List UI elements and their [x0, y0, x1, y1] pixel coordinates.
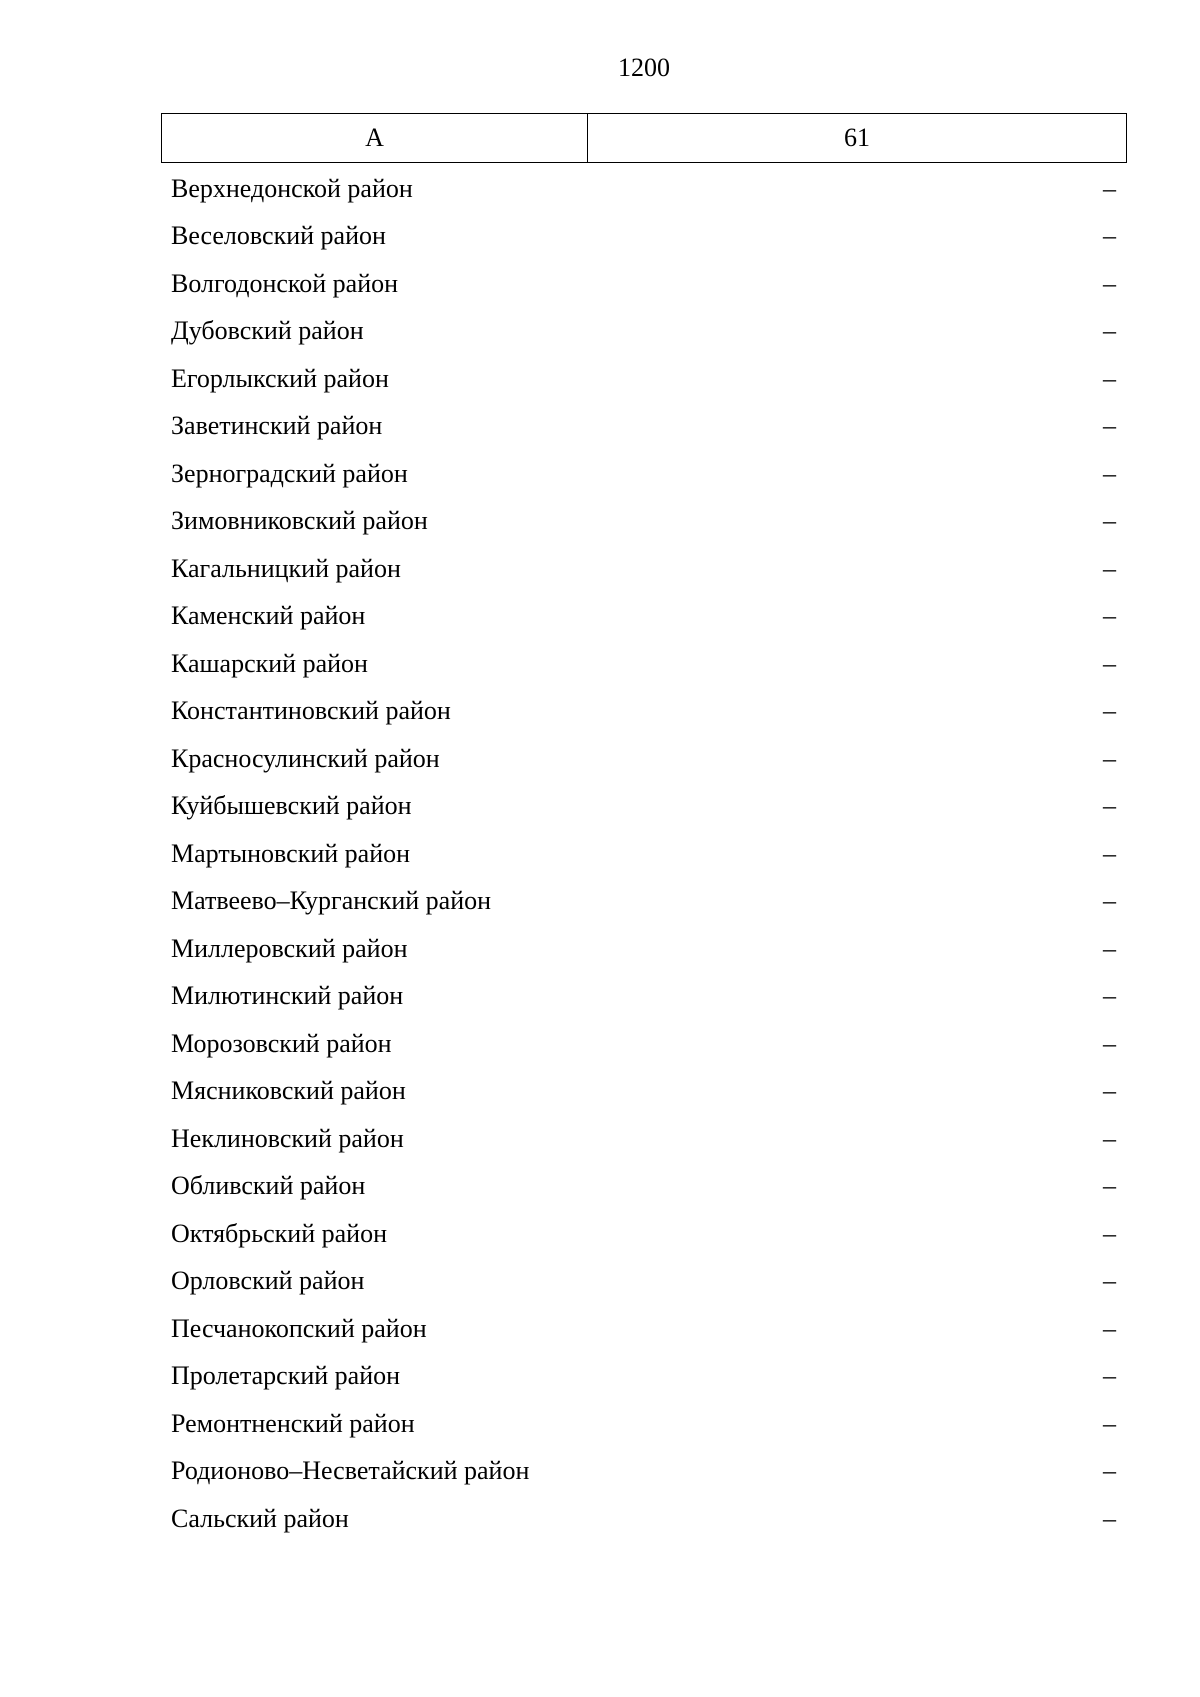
- row-name: Верхнедонской район: [171, 173, 413, 203]
- row-value: –: [1103, 1123, 1116, 1153]
- table-row: [171, 593, 1116, 641]
- row-name: Веселовский район: [171, 221, 386, 251]
- row-name: Егорлыкский район: [171, 363, 389, 393]
- row-name: Ремонтненский район: [171, 1408, 415, 1438]
- table-row: [171, 640, 1116, 688]
- table-row: [171, 1258, 1116, 1306]
- table-row: [171, 1448, 1116, 1496]
- table-row: [171, 1115, 1116, 1163]
- row-value: –: [1103, 268, 1116, 298]
- row-value: –: [1103, 1266, 1116, 1296]
- row-name: Зимовниковский район: [171, 506, 428, 536]
- table-row: [171, 545, 1116, 593]
- row-value: –: [1103, 1361, 1116, 1391]
- table-row: [171, 783, 1116, 831]
- row-name: Неклиновский район: [171, 1123, 404, 1153]
- table-row: [171, 1210, 1116, 1258]
- table-row: [171, 973, 1116, 1021]
- header-col-b: 61: [844, 123, 870, 152]
- row-value: –: [1103, 791, 1116, 821]
- table-row: [171, 830, 1116, 878]
- table-row: [171, 1163, 1116, 1211]
- row-name: Красносулинский район: [171, 743, 440, 773]
- table-row: [171, 878, 1116, 926]
- row-value: –: [1103, 981, 1116, 1011]
- table-row: [171, 1305, 1116, 1353]
- table-row: [171, 498, 1116, 546]
- row-value: –: [1103, 933, 1116, 963]
- table-row: [171, 450, 1116, 498]
- table-row: [171, 308, 1116, 356]
- table-row: [171, 355, 1116, 403]
- row-value: –: [1103, 1503, 1116, 1533]
- table-row: [171, 1353, 1116, 1401]
- row-value: –: [1103, 173, 1116, 203]
- row-name: Песчанокопский район: [171, 1313, 427, 1343]
- row-name: Зерноградский район: [171, 458, 408, 488]
- row-value: –: [1103, 1313, 1116, 1343]
- district-list: [171, 165, 1116, 1543]
- row-value: –: [1103, 1408, 1116, 1438]
- row-name: Кагальницкий район: [171, 553, 401, 583]
- row-name: Матвеево–Курганский район: [171, 886, 492, 916]
- row-value: –: [1103, 648, 1116, 678]
- row-name: Мартыновский район: [171, 838, 411, 868]
- row-name: Дубовский район: [171, 316, 364, 346]
- row-value: –: [1103, 601, 1116, 631]
- table-header: [161, 113, 1127, 163]
- row-value: –: [1103, 743, 1116, 773]
- table-row: [171, 165, 1116, 213]
- table-row: [171, 688, 1116, 736]
- page-number: 1200: [618, 53, 670, 82]
- table-row: [171, 1068, 1116, 1116]
- row-value: –: [1103, 221, 1116, 251]
- row-value: –: [1103, 458, 1116, 488]
- table-row: [171, 925, 1116, 973]
- row-value: –: [1103, 411, 1116, 441]
- row-name: Морозовский район: [171, 1028, 392, 1058]
- row-name: Родионово–Несветайский район: [171, 1456, 530, 1486]
- row-value: –: [1103, 553, 1116, 583]
- row-name: Обливский район: [171, 1171, 366, 1201]
- row-name: Миллеровский район: [171, 933, 408, 963]
- row-name: Каменский район: [171, 601, 366, 631]
- table-row: [171, 1020, 1116, 1068]
- row-name: Октябрьский район: [171, 1218, 387, 1248]
- row-name: Орловский район: [171, 1266, 365, 1296]
- row-name: Константиновский район: [171, 696, 451, 726]
- row-value: –: [1103, 696, 1116, 726]
- table-row: [171, 1400, 1116, 1448]
- row-name: Куйбышевский район: [171, 791, 412, 821]
- row-value: –: [1103, 1456, 1116, 1486]
- table-row: [171, 735, 1116, 783]
- row-value: –: [1103, 1028, 1116, 1058]
- header-col-a: А: [162, 114, 588, 162]
- row-name: Сальский район: [171, 1503, 349, 1533]
- row-value: –: [1103, 506, 1116, 536]
- table-row: [171, 403, 1116, 451]
- table-row: [171, 213, 1116, 261]
- row-value: –: [1103, 363, 1116, 393]
- row-value: –: [1103, 1218, 1116, 1248]
- row-name: Мясниковский район: [171, 1076, 406, 1106]
- table-row: [171, 1495, 1116, 1543]
- row-value: –: [1103, 838, 1116, 868]
- row-name: Пролетарский район: [171, 1361, 401, 1391]
- row-value: –: [1103, 1076, 1116, 1106]
- row-name: Милютинский район: [171, 981, 404, 1011]
- row-name: Кашарский район: [171, 648, 368, 678]
- row-value: –: [1103, 1171, 1116, 1201]
- row-value: –: [1103, 316, 1116, 346]
- row-name: Заветинский район: [171, 411, 383, 441]
- table-row: [171, 260, 1116, 308]
- row-value: –: [1103, 886, 1116, 916]
- row-name: Волгодонской район: [171, 268, 399, 298]
